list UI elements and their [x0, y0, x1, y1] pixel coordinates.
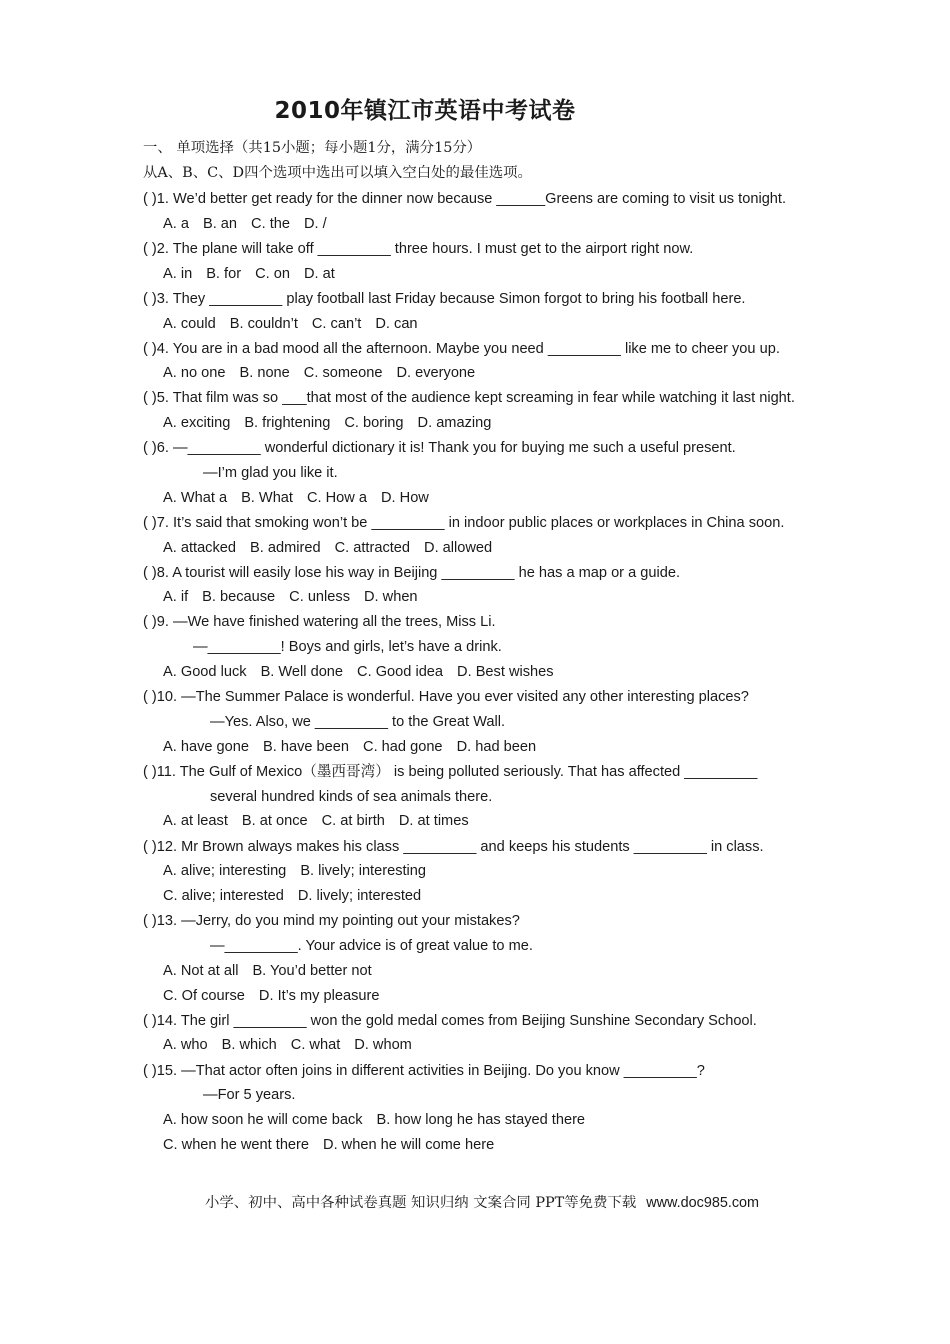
question-9-options: [163, 662, 568, 682]
option-d[interactable]: D. at times: [398, 813, 469, 829]
option-c[interactable]: C. can’t: [311, 316, 362, 332]
option-a[interactable]: A. What a: [163, 490, 228, 506]
question-6-options: [163, 488, 443, 508]
question-2-prompt: ( )2. The plane will take off _________ three hours. I must get to the airport right now.: [143, 241, 694, 257]
question-13-prompt: ( )13. —Jerry, do you mind my pointing out your mistakes?: [143, 913, 520, 929]
footer-text: 小学、初中、高中各种试卷真题 知识归纳 文案合同 PPT等免费下载: [205, 1195, 637, 1211]
option-d[interactable]: D. can: [375, 316, 418, 332]
option-a[interactable]: A. alive; interesting: [163, 863, 287, 879]
question-9-prompt: ( )9. —We have finished watering all the trees, Miss Li.: [143, 614, 496, 630]
section-heading: 一、 单项选择（共15小题；每小题1分，满分15分）: [143, 140, 482, 156]
question-4-prompt: ( )4. You are in a bad mood all the afternoon. Maybe you need _________ like me to cheer you up.: [143, 341, 780, 357]
option-c[interactable]: C. had gone: [363, 739, 443, 755]
option-d[interactable]: D. lively; interested: [297, 888, 422, 904]
option-d[interactable]: D. when he will come here: [323, 1137, 495, 1153]
option-a[interactable]: A. in: [163, 266, 193, 282]
option-a[interactable]: A. could: [163, 316, 216, 332]
option-d[interactable]: D. It’s my pleasure: [258, 988, 380, 1004]
option-b[interactable]: B. none: [239, 365, 290, 381]
question-11-options: [163, 811, 483, 831]
option-c[interactable]: C. How a: [306, 490, 367, 506]
option-a[interactable]: A. exciting: [163, 415, 231, 431]
question-8-options: [163, 587, 432, 607]
footer-link[interactable]: www.doc985.com: [646, 1195, 760, 1211]
option-d[interactable]: D. amazing: [417, 415, 492, 431]
option-b[interactable]: B. What: [241, 490, 293, 506]
option-a[interactable]: A. how soon he will come back: [163, 1112, 363, 1128]
page-footer: [205, 1191, 759, 1212]
option-b[interactable]: B. which: [221, 1037, 277, 1053]
question-9-reply: —_________! Boys and girls, let’s have a drink.: [193, 639, 502, 655]
question-10-reply: —Yes. Also, we _________ to the Great Wall.: [210, 714, 506, 730]
option-c[interactable]: C. on: [255, 266, 290, 282]
question-1-options: [163, 214, 341, 234]
option-b[interactable]: B. admired: [250, 540, 321, 556]
section-instruction: 从A、B、C、D四个选项中选出可以填入空白处的最佳选项。: [143, 165, 532, 181]
option-c[interactable]: C. alive; interested: [163, 888, 284, 904]
option-b[interactable]: B. Well done: [260, 664, 344, 680]
option-d[interactable]: D. when: [364, 589, 418, 605]
option-b[interactable]: B. for: [206, 266, 242, 282]
question-15-prompt: ( )15. —That actor often joins in different activities in Beijing. Do you know _________?: [143, 1063, 705, 1079]
option-b[interactable]: B. You’d better not: [252, 963, 372, 979]
question-6-prompt: ( )6. —_________ wonderful dictionary it is! Thank you for buying me such a useful present.: [143, 440, 736, 456]
question-3-options: [163, 314, 432, 334]
question-1-prompt: ( )1. We’d better get ready for the dinner now because ______Greens are coming to visit us tonight.: [143, 191, 787, 207]
question-6-reply: —I’m glad you like it.: [203, 465, 338, 481]
option-d[interactable]: D. Best wishes: [457, 664, 554, 680]
option-b[interactable]: B. because: [202, 589, 276, 605]
option-b[interactable]: B. couldn’t: [229, 316, 298, 332]
question-4-options: [163, 363, 489, 383]
option-a[interactable]: A. attacked: [163, 540, 237, 556]
question-14-prompt: ( )14. The girl _________ won the gold medal comes from Beijing Sunshine Secondary School.: [143, 1013, 757, 1029]
option-c[interactable]: C. attracted: [334, 540, 411, 556]
question-13-options-row1: [163, 961, 386, 981]
option-d[interactable]: D. at: [303, 266, 335, 282]
option-a[interactable]: A. a: [163, 216, 189, 232]
option-a[interactable]: A. have gone: [163, 739, 250, 755]
option-b[interactable]: B. frightening: [244, 415, 331, 431]
option-a[interactable]: A. no one: [163, 365, 226, 381]
question-2-options: [163, 264, 349, 284]
question-13-reply: —_________. Your advice is of great value to me.: [210, 938, 533, 954]
question-3-prompt: ( )3. They _________ play football last Friday because Simon forgot to bring his football here.: [143, 291, 746, 307]
option-c[interactable]: C. the: [251, 216, 290, 232]
option-b[interactable]: B. an: [202, 216, 238, 232]
question-5-options: [163, 413, 505, 433]
option-a[interactable]: A. if: [163, 589, 189, 605]
page-title: 2010年镇江市英语中考试卷: [274, 98, 576, 124]
option-d[interactable]: D. How: [381, 490, 429, 506]
option-b[interactable]: B. have been: [263, 739, 350, 755]
question-15-options-row1: [163, 1110, 599, 1130]
question-12-options-row1: [163, 861, 440, 881]
question-10-options: [163, 737, 550, 757]
option-a[interactable]: A. Good luck: [163, 664, 247, 680]
option-a[interactable]: A. who: [163, 1037, 208, 1053]
option-d[interactable]: D. everyone: [396, 365, 476, 381]
option-d[interactable]: D. allowed: [424, 540, 493, 556]
option-b[interactable]: B. how long he has stayed there: [376, 1112, 586, 1128]
option-c[interactable]: C. when he went there: [163, 1137, 310, 1153]
option-d[interactable]: D. had been: [456, 739, 537, 755]
option-c[interactable]: C. boring: [344, 415, 404, 431]
question-11-prompt: ( )11. The Gulf of Mexico（墨西哥湾） is being polluted seriously. That has affected _________: [143, 764, 758, 780]
question-11-continuation: several hundred kinds of sea animals there.: [210, 789, 493, 805]
option-c[interactable]: C. what: [290, 1037, 341, 1053]
question-7-options: [163, 538, 506, 558]
option-c[interactable]: C. at birth: [321, 813, 385, 829]
question-12-prompt: ( )12. Mr Brown always makes his class _________ and keeps his students _________ in class.: [143, 839, 764, 855]
question-15-options-row2: [163, 1135, 508, 1155]
option-d[interactable]: D. whom: [354, 1037, 412, 1053]
option-a[interactable]: A. at least: [163, 813, 228, 829]
option-a[interactable]: A. Not at all: [163, 963, 239, 979]
question-7-prompt: ( )7. It’s said that smoking won’t be _________ in indoor public places or workplaces in China soon.: [143, 515, 785, 531]
option-c[interactable]: C. unless: [289, 589, 351, 605]
option-b[interactable]: B. lively; interesting: [300, 863, 427, 879]
question-10-prompt: ( )10. —The Summer Palace is wonderful. Have you ever visited any other interesting places?: [143, 689, 749, 705]
option-c[interactable]: C. Of course: [163, 988, 245, 1004]
question-12-options-row2: [163, 886, 435, 906]
question-15-reply: —For 5 years.: [203, 1087, 296, 1103]
question-14-options: [163, 1035, 426, 1055]
option-d[interactable]: D. /: [303, 216, 327, 232]
option-c[interactable]: C. Good idea: [357, 664, 444, 680]
question-8-prompt: ( )8. A tourist will easily lose his way in Beijing _________ he has a map or a guide.: [143, 565, 681, 581]
option-c[interactable]: C. someone: [303, 365, 383, 381]
question-13-options-row2: [163, 986, 394, 1006]
question-5-prompt: ( )5. That film was so ___that most of the audience kept screaming in fear while watching it last night.: [143, 390, 795, 406]
option-b[interactable]: B. at once: [241, 813, 308, 829]
